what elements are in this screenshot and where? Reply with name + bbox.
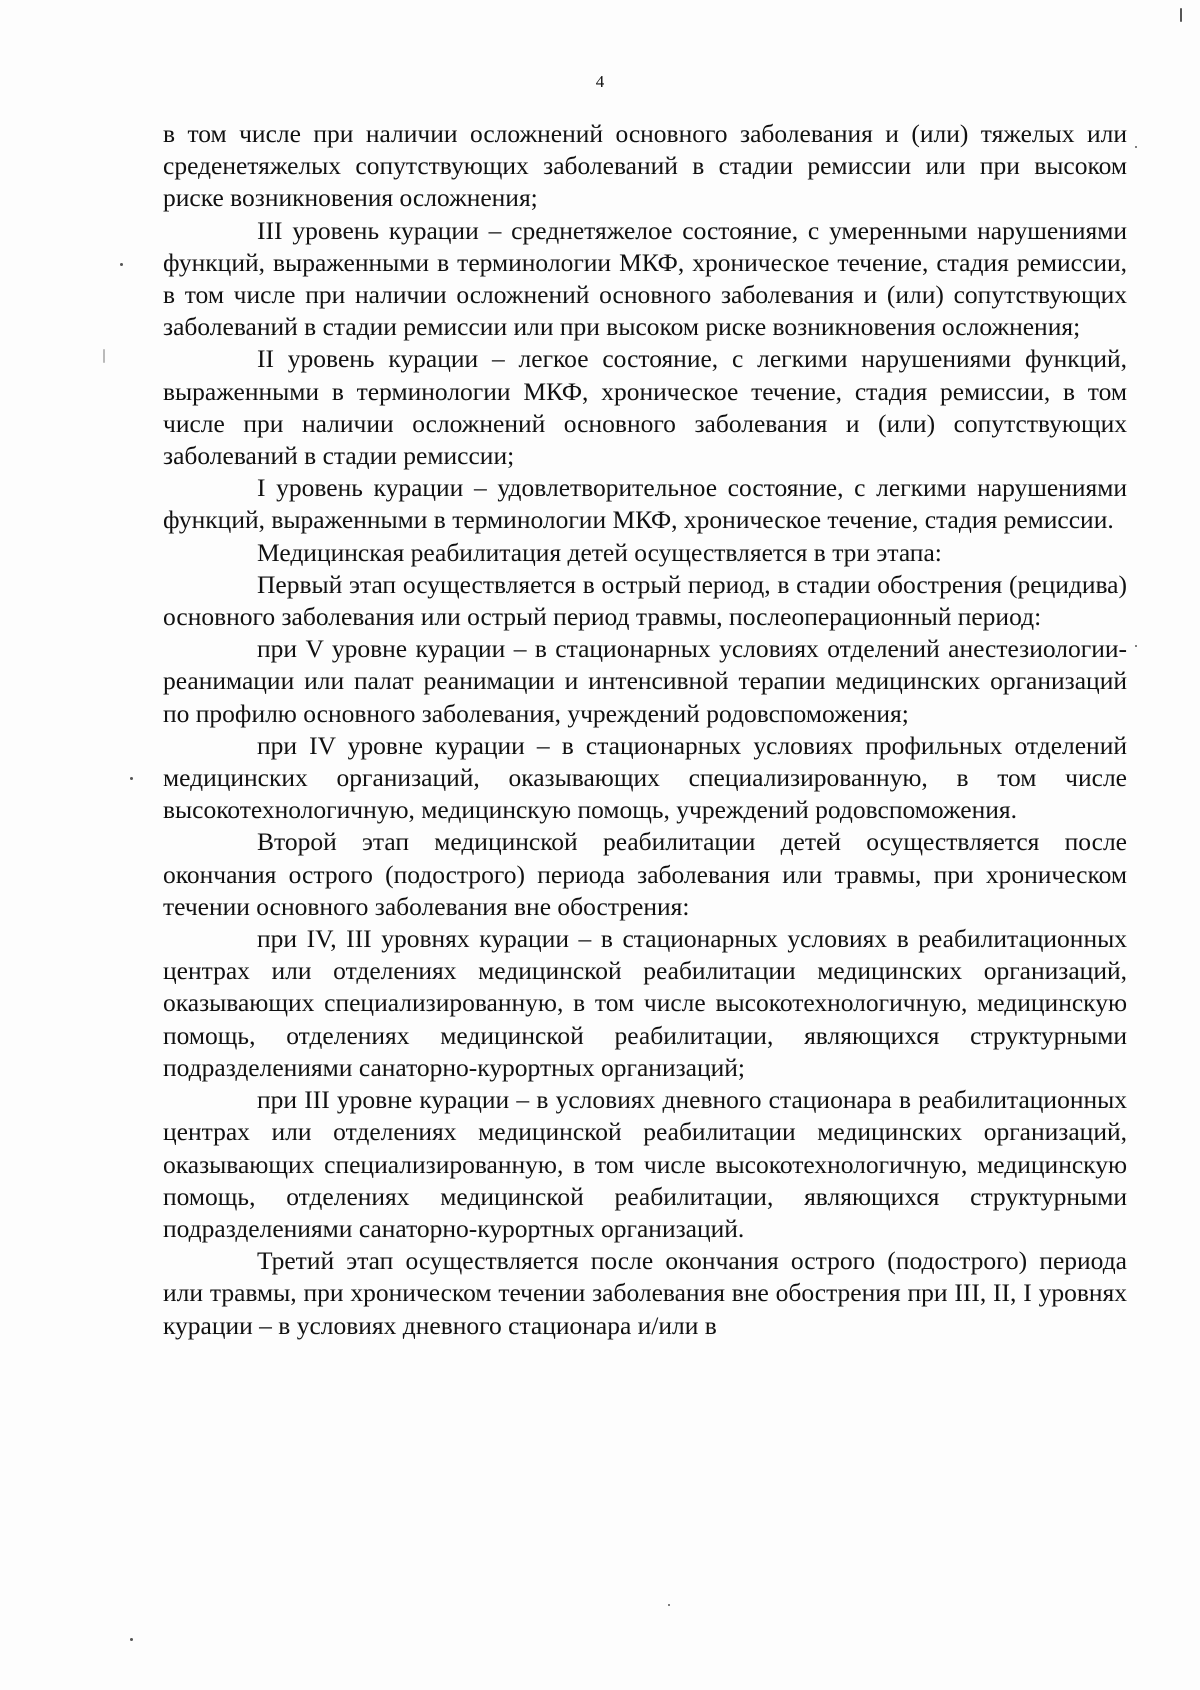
scan-speck: [103, 349, 105, 363]
scan-speck: [1180, 8, 1182, 22]
paragraph: II уровень курации – легкое состояние, с легкими нарушениями функций, выраженными в терминологии МКФ, хроническое течение, стадия ремиссии, в том числе при наличии осложнений основного заболевания и (или) сопутствующих заболеваний в стадии ремиссии;: [163, 344, 1127, 471]
scan-speck: [130, 1638, 133, 1641]
scan-speck: [130, 777, 133, 780]
scan-speck: [120, 263, 123, 266]
paragraph: в том числе при наличии осложнений основного заболевания и (или) тяжелых или среденетяжелых сопутствующих заболеваний в стадии ремиссии или при высоком риске возникновения осложнения;: [163, 119, 1127, 213]
paragraph: при IV, III уровнях курации – в стационарных условиях в реабилитационных центрах или отделениях медицинской реабилитации медицинских организаций, оказывающих специализированную, в том числе высокотехнологичную, медицинскую помощь, отделениях медицинской реабилитации, являющихся структурными подразделениями санаторно-курортных организаций;: [163, 924, 1127, 1082]
paragraph: Медицинская реабилитация детей осуществляется в три этапа:: [257, 537, 942, 567]
paragraph: при III уровне курации – в условиях дневного стационара в реабилитационных центрах или отделениях медицинской реабилитации медицинских организаций, оказывающих специализированную, в том числе высокотехнологичную, медицинскую помощь, отделениях медицинской реабилитации, являющихся структурными подразделениями санаторно-курортных организаций.: [163, 1085, 1127, 1243]
paragraph: при V уровне курации – в стационарных условиях отделений анестезиологии-реанимации или палат реанимации и интенсивной терапии медицинских организаций по профилю основного заболевания, учреждений родовспоможения;: [163, 634, 1127, 728]
scan-speck: [668, 1604, 670, 1606]
page-number: 4: [595, 72, 605, 91]
paragraph: Третий этап осуществляется после окончания острого (подострого) периода или травмы, при хроническом течении заболевания вне обострения при III, II, I уровнях курации – в условиях дневного стационара и/или в: [163, 1246, 1127, 1340]
paragraph: III уровень курации – среднетяжелое состояние, с умеренными нарушениями функций, выраженными в терминологии МКФ, хроническое течение, стадия ремиссии, в том числе при наличии осложнений основного заболевания и (или) сопутствующих заболеваний в стадии ремиссии или при высоком риске возникновения осложнения;: [163, 215, 1127, 342]
paragraph: при IV уровне курации – в стационарных условиях профильных отделений медицинских организаций, оказывающих специализированную, в том числе высокотехнологичную, медицинскую помощь, учреждений родовспоможения.: [163, 730, 1127, 825]
paragraph: Первый этап осуществляется в острый период, в стадии обострения (рецидива) основного заболевания или острый период травмы, послеоперационный период:: [163, 569, 1127, 632]
paragraph: Второй этап медицинской реабилитации детей осуществляется после окончания острого (подострого) периода заболевания или травмы, при хроническом течении основного заболевания вне обострения:: [163, 827, 1127, 921]
body-text: [163, 118, 1127, 1342]
scan-speck: [1135, 645, 1137, 647]
paragraph: I уровень курации – удовлетворительное состояние, с легкими нарушениями функций, выраженными в терминологии МКФ, хроническое течение, стадия ремиссии.: [163, 473, 1127, 535]
scan-speck: [1135, 146, 1137, 148]
